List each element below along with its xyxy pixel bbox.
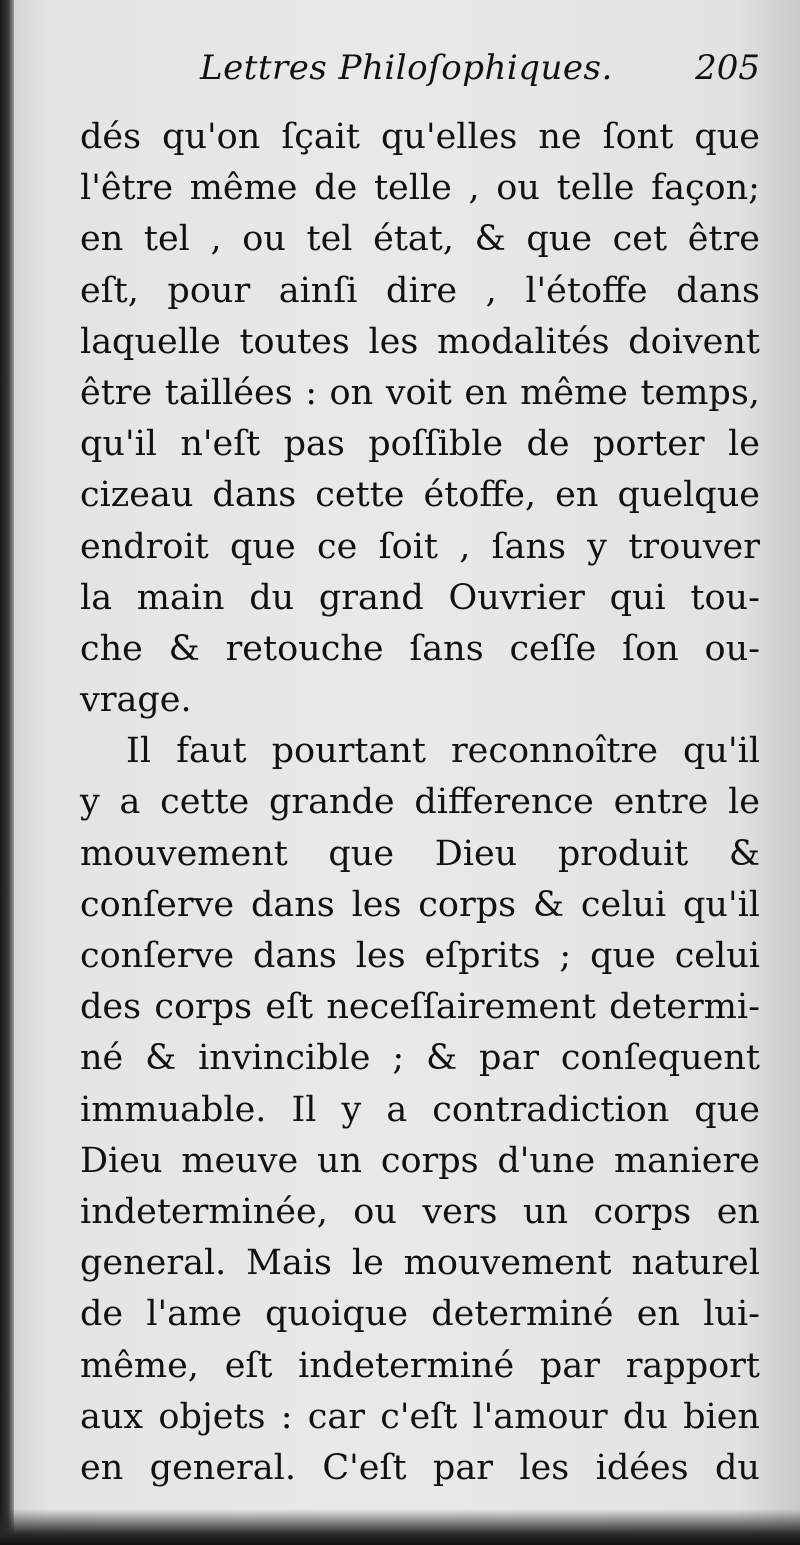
text-line: che & retouche ſans ceſſe ſon ou-	[80, 628, 760, 669]
text-line: en general. C'eſt par les idées du	[80, 1447, 760, 1488]
paragraph-start-line: Il faut pourtant reconnoître qu'il	[126, 731, 760, 772]
text-line: la main du grand Ouvrier qui tou-	[80, 577, 760, 618]
text-line: mouvement que Dieu produit &	[80, 833, 760, 874]
text-line: cizeau dans cette étoffe, en quelque	[80, 475, 760, 516]
text-line: de l'ame quoique determiné en lui-	[80, 1294, 760, 1335]
text-line: né & invincible ; & par conſequent	[80, 1038, 760, 1079]
running-title: Lettres Philoſophiques.	[200, 48, 613, 88]
text-line: des corps eſt neceſſairement determi-	[80, 987, 760, 1028]
body-text	[80, 112, 760, 1494]
page-gutter-shadow	[0, 0, 14, 1545]
text-line: Dieu meuve un corps d'une maniere	[80, 1140, 760, 1181]
text-line: immuable. Il y a contradiction que	[80, 1089, 760, 1130]
text-line: dés qu'on ſçait qu'elles ne ſont que	[80, 117, 760, 157]
text-line: aux objets : car c'eſt l'amour du bien	[80, 1396, 760, 1437]
text-line: même, eſt indeterminé par rapport	[80, 1345, 760, 1386]
page-number: 205	[695, 48, 760, 88]
text-line: être taillées : on voit en même temps,	[80, 372, 760, 413]
text-line: qu'il n'eſt pas poſſible de porter le	[80, 424, 760, 465]
text-line: endroit que ce ſoit , ſans y trouver	[80, 526, 760, 567]
text-line: conſerve dans les corps & celui qu'il	[80, 884, 760, 925]
paragraph-end-line: vrage.	[80, 680, 192, 721]
text-line: en tel , ou tel état, & que cet être	[80, 219, 760, 260]
text-line: y a cette grande difference entre le	[80, 782, 760, 823]
text-line: l'être même de telle , ou telle façon;	[80, 168, 760, 209]
text-line: eſt, pour ainſi dire , l'étoffe dans	[80, 270, 760, 311]
text-line: laquelle toutes les modalités doivent	[80, 321, 760, 362]
text-line: general. Mais le mouvement naturel	[80, 1243, 760, 1284]
page-header	[80, 48, 760, 98]
text-line: indeterminée, ou vers un corps en	[80, 1191, 760, 1232]
page-bottom-shadow	[0, 1509, 800, 1545]
text-line: conſerve dans les eſprits ; que celui	[80, 936, 760, 976]
